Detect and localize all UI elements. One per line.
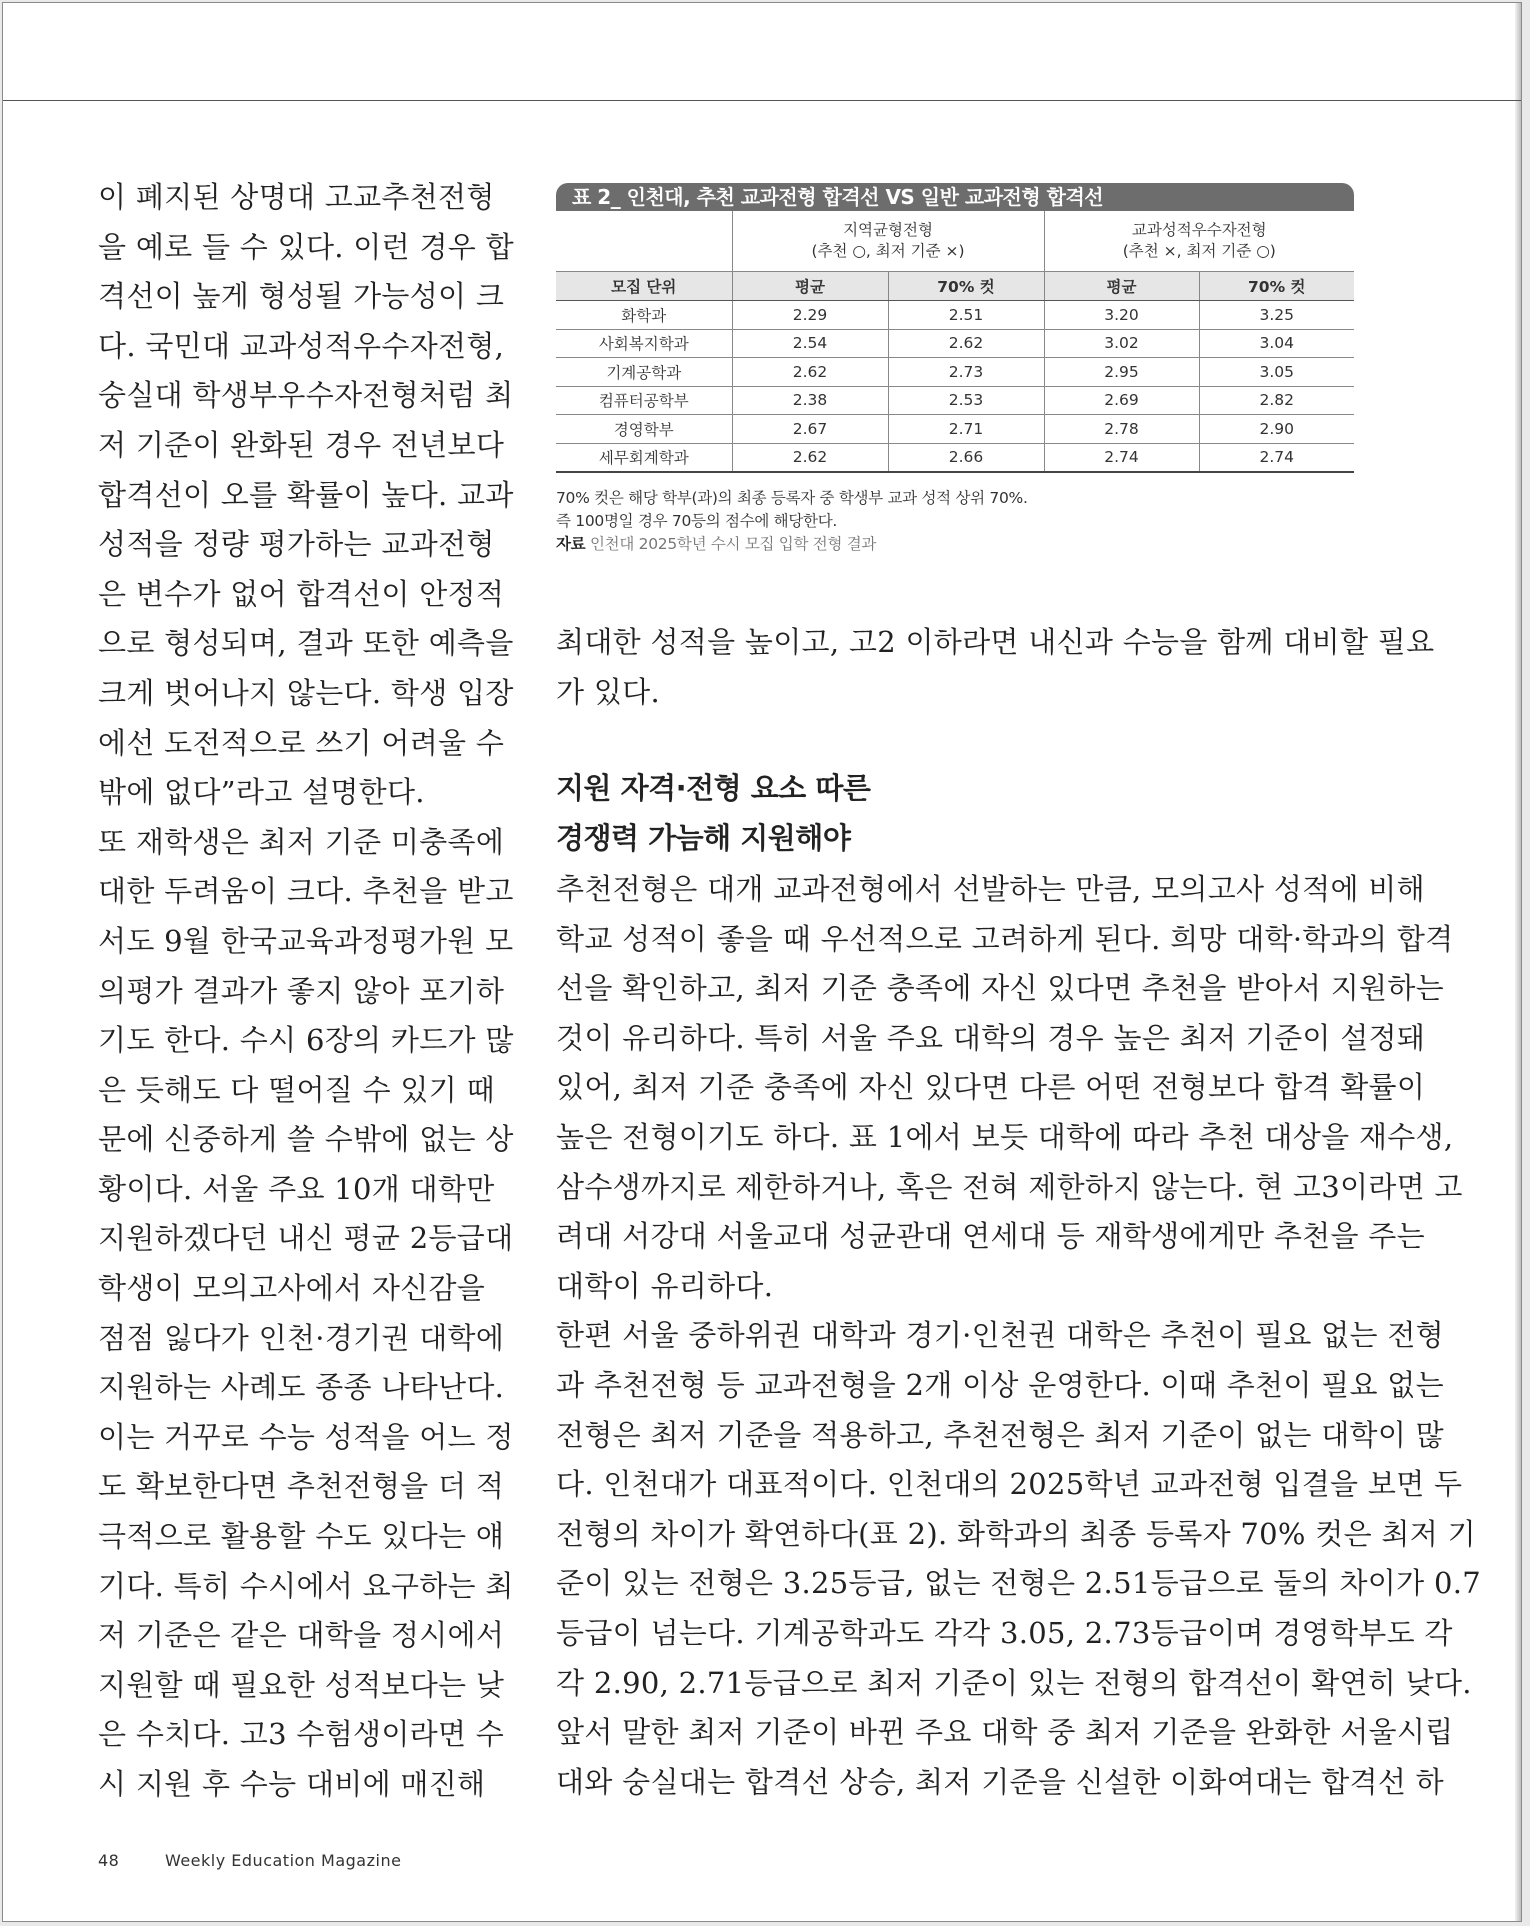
source-label: 자료: [556, 535, 586, 553]
table-notes: [556, 487, 1354, 556]
text-line: 등급이 넘는다. 기계공학과도 각각 3.05, 2.73등급이며 경영학부도 각: [556, 1615, 1453, 1650]
section-heading: [556, 763, 1356, 863]
text-line: 각 2.90, 2.71등급으로 최저 기준이 있는 전형의 합격선이 확연히 낮다.: [556, 1665, 1472, 1700]
cell-regional-70: 2.51: [888, 301, 1044, 330]
cell-grade-avg: 3.20: [1044, 301, 1199, 330]
text-line: 의평가 결과가 좋지 않아 포기하: [98, 973, 505, 1008]
table-row: [556, 301, 1354, 330]
text-line: 합격선이 오를 확률이 높다. 교과: [98, 477, 514, 512]
source-text: 인천대 2025학년 수시 모집 입학 전형 결과: [590, 535, 877, 553]
table-source: [556, 533, 1354, 556]
group1-condition: (추천 ○, 최저 기준 ×): [811, 242, 965, 260]
cell-grade-70: 2.82: [1199, 386, 1354, 415]
text-line: 대한 두려움이 크다. 추천을 받고: [98, 874, 514, 909]
page-footer: [98, 1851, 401, 1870]
cell-unit: 화학과: [556, 301, 732, 330]
text-line: 은 변수가 없어 합격선이 안정적: [98, 576, 505, 611]
cell-regional-70: 2.62: [888, 329, 1044, 358]
text-line: 밖에 없다”라고 설명한다.: [98, 775, 425, 810]
text-line: 성적을 정량 평가하는 교과전형: [98, 527, 495, 562]
page-fold-shadow: [1515, 3, 1521, 1921]
col-header-avg-2: 평균: [1044, 272, 1199, 301]
table-note-1: 70% 컷은 해당 학부(과)의 최종 등록자 중 학생부 교과 성적 상위 70%.: [556, 489, 1028, 507]
cell-unit: 사회복지학과: [556, 329, 732, 358]
text-line: 숭실대 학생부우수자전형처럼 최: [98, 378, 514, 413]
col-header-avg-1: 평균: [732, 272, 888, 301]
text-line: 문에 신중하게 쓸 수밖에 없는 상: [98, 1122, 514, 1157]
magazine-name: Weekly Education Magazine: [164, 1851, 402, 1870]
text-line: 다. 국민대 교과성적우수자전형,: [98, 328, 505, 363]
cell-regional-avg: 2.62: [732, 443, 888, 472]
text-line: 지원하겠다던 내신 평균 2등급대: [98, 1221, 514, 1256]
text-line: 서도 9월 한국교육과정평가원 모: [98, 923, 514, 958]
text-line: 가 있다.: [556, 674, 660, 709]
text-line: 은 수치다. 고3 수험생이라면 수: [98, 1717, 505, 1752]
text-line: 점점 잃다가 인천·경기권 대학에: [98, 1320, 505, 1355]
cell-unit: 경영학부: [556, 415, 732, 444]
text-line: 기다. 특히 수시에서 요구하는 최: [98, 1568, 514, 1603]
text-line: 격선이 높게 형성될 가능성이 크: [98, 279, 505, 314]
text-line: 이는 거꾸로 수능 성적을 어느 정: [98, 1419, 514, 1454]
text-line: 황이다. 서울 주요 10개 대학만: [98, 1171, 495, 1206]
cell-grade-70: 2.90: [1199, 415, 1354, 444]
group-header-grade-excellence: [1044, 211, 1354, 272]
admission-cutoff-table: [556, 211, 1354, 473]
cell-grade-avg: 2.95: [1044, 358, 1199, 387]
text-line: 기도 한다. 수시 6장의 카드가 많: [98, 1023, 514, 1058]
text-line: 앞서 말한 최저 기준이 바뀐 주요 대학 중 최저 기준을 완화한 서울시립: [556, 1715, 1454, 1750]
group2-name: 교과성적우수자전형: [1131, 221, 1267, 239]
text-line: 것이 유리하다. 특히 서울 주요 대학의 경우 높은 최저 기준이 설정돼: [556, 1020, 1426, 1055]
col-header-70-1: 70% 컷: [888, 272, 1044, 301]
table-row: [556, 386, 1354, 415]
cell-grade-avg: 2.78: [1044, 415, 1199, 444]
cell-regional-avg: 2.38: [732, 386, 888, 415]
right-column-main-text: [556, 865, 1481, 1807]
cell-unit: 세무회계학과: [556, 443, 732, 472]
text-line: 려대 서강대 서울교대 성균관대 연세대 등 재학생에게만 추천을 주는: [556, 1219, 1425, 1254]
cell-grade-avg: 3.02: [1044, 329, 1199, 358]
text-line: 이 폐지된 상명대 고교추천전형: [98, 180, 495, 214]
cell-regional-avg: 2.54: [732, 329, 888, 358]
left-column-text: [98, 173, 514, 1810]
section-heading-line-1: 지원 자격·전형 요소 따른: [556, 771, 871, 805]
text-line: 을 예로 들 수 있다. 이런 경우 합: [98, 229, 514, 264]
text-line: 대와 숭실대는 합격선 상승, 최저 기준을 신설한 이화여대는 합격선 하: [556, 1764, 1444, 1799]
text-line: 한편 서울 중하위권 대학과 경기·인천권 대학은 추천이 필요 없는 전형: [556, 1318, 1444, 1353]
cell-grade-70: 2.74: [1199, 443, 1354, 472]
cell-unit: 기계공학과: [556, 358, 732, 387]
text-line: 학교 성적이 좋을 때 우선적으로 고려하게 된다. 희망 대학·학과의 합격: [556, 921, 1454, 956]
cell-grade-avg: 2.69: [1044, 386, 1199, 415]
text-line: 최대한 성적을 높이고, 고2 이하라면 내신과 수능을 함께 대비할 필요: [556, 625, 1435, 659]
cell-regional-avg: 2.62: [732, 358, 888, 387]
text-line: 있어, 최저 기준 충족에 자신 있다면 다른 어떤 전형보다 합격 확률이: [556, 1070, 1426, 1105]
text-line: 에선 도전적으로 쓰기 어려울 수: [98, 725, 505, 760]
magazine-page: [2, 2, 1522, 1922]
text-line: 학생이 모의고사에서 자신감을: [98, 1271, 486, 1306]
text-line: 은 듯해도 다 떨어질 수 있기 때: [98, 1072, 495, 1107]
cell-grade-70: 3.04: [1199, 329, 1354, 358]
text-line: 지원하는 사례도 종종 나타난다.: [98, 1370, 505, 1405]
text-line: 극적으로 활용할 수도 있다는 얘: [98, 1519, 505, 1554]
text-line: 저 기준이 완화된 경우 전년보다: [98, 427, 505, 462]
page-number: 48: [98, 1851, 120, 1870]
group2-condition: (추천 ×, 최저 기준 ○): [1122, 242, 1276, 260]
group1-name: 지역균형전형: [843, 221, 933, 239]
group-header-regional: [732, 211, 1044, 272]
text-line: 지원할 때 필요한 성적보다는 낮: [98, 1667, 505, 1702]
table-row: [556, 329, 1354, 358]
text-line: 선을 확인하고, 최저 기준 충족에 자신 있다면 추천을 받아서 지원하는: [556, 971, 1444, 1006]
cell-regional-avg: 2.67: [732, 415, 888, 444]
table-2-block: [556, 183, 1354, 556]
cell-regional-70: 2.71: [888, 415, 1044, 444]
text-line: 대학이 유리하다.: [556, 1268, 774, 1303]
table-note-2: 즉 100명일 경우 70등의 점수에 해당한다.: [556, 512, 837, 530]
right-column-top-text: [556, 618, 1435, 717]
table-corner-cell: [556, 211, 732, 272]
cell-regional-70: 2.53: [888, 386, 1044, 415]
table-row: [556, 358, 1354, 387]
text-line: 준이 있는 전형은 3.25등급, 없는 전형은 2.51등급으로 둘의 차이가 0.7: [556, 1566, 1481, 1601]
table-row: [556, 443, 1354, 472]
text-line: 삼수생까지로 제한하거나, 혹은 전혀 제한하지 않는다. 현 고3이라면 고: [556, 1169, 1463, 1204]
cell-regional-70: 2.66: [888, 443, 1044, 472]
col-header-70-2: 70% 컷: [1199, 272, 1354, 301]
cell-grade-70: 3.05: [1199, 358, 1354, 387]
text-line: 으로 형성되며, 결과 또한 예측을: [98, 626, 514, 661]
cell-regional-70: 2.73: [888, 358, 1044, 387]
text-line: 크게 벗어나지 않는다. 학생 입장: [98, 675, 514, 710]
text-line: 과 추천전형 등 교과전형을 2개 이상 운영한다. 이때 추천이 필요 없는: [556, 1367, 1444, 1402]
cell-grade-70: 3.25: [1199, 301, 1354, 330]
text-line: 다. 인천대가 대표적이다. 인천대의 2025학년 교과전형 입결을 보면 두: [556, 1467, 1463, 1502]
header-rule: [3, 100, 1521, 101]
text-line: 또 재학생은 최저 기준 미충족에: [98, 824, 505, 859]
text-line: 시 지원 후 수능 대비에 매진해: [98, 1767, 486, 1801]
text-line: 저 기준은 같은 대학을 정시에서: [98, 1618, 505, 1653]
cell-regional-avg: 2.29: [732, 301, 888, 330]
section-heading-line-2: 경쟁력 가늠해 지원해야: [556, 821, 851, 855]
text-line: 추천전형은 대개 교과전형에서 선발하는 만큼, 모의고사 성적에 비해: [556, 872, 1425, 906]
text-line: 도 확보한다면 추천전형을 더 적: [98, 1469, 505, 1504]
text-line: 전형의 차이가 확연하다(표 2). 화학과의 최종 등록자 70% 컷은 최저 기: [556, 1516, 1476, 1551]
text-line: 전형은 최저 기준을 적용하고, 추천전형은 최저 기준이 없는 대학이 많: [556, 1417, 1444, 1452]
table-row: [556, 415, 1354, 444]
cell-unit: 컴퓨터공학부: [556, 386, 732, 415]
text-line: 높은 전형이기도 하다. 표 1에서 보듯 대학에 따라 추천 대상을 재수생,: [556, 1119, 1454, 1154]
cell-grade-avg: 2.74: [1044, 443, 1199, 472]
table-title: 표 2_ 인천대, 추천 교과전형 합격선 VS 일반 교과전형 합격선: [556, 183, 1354, 211]
col-header-unit: 모집 단위: [556, 272, 732, 301]
